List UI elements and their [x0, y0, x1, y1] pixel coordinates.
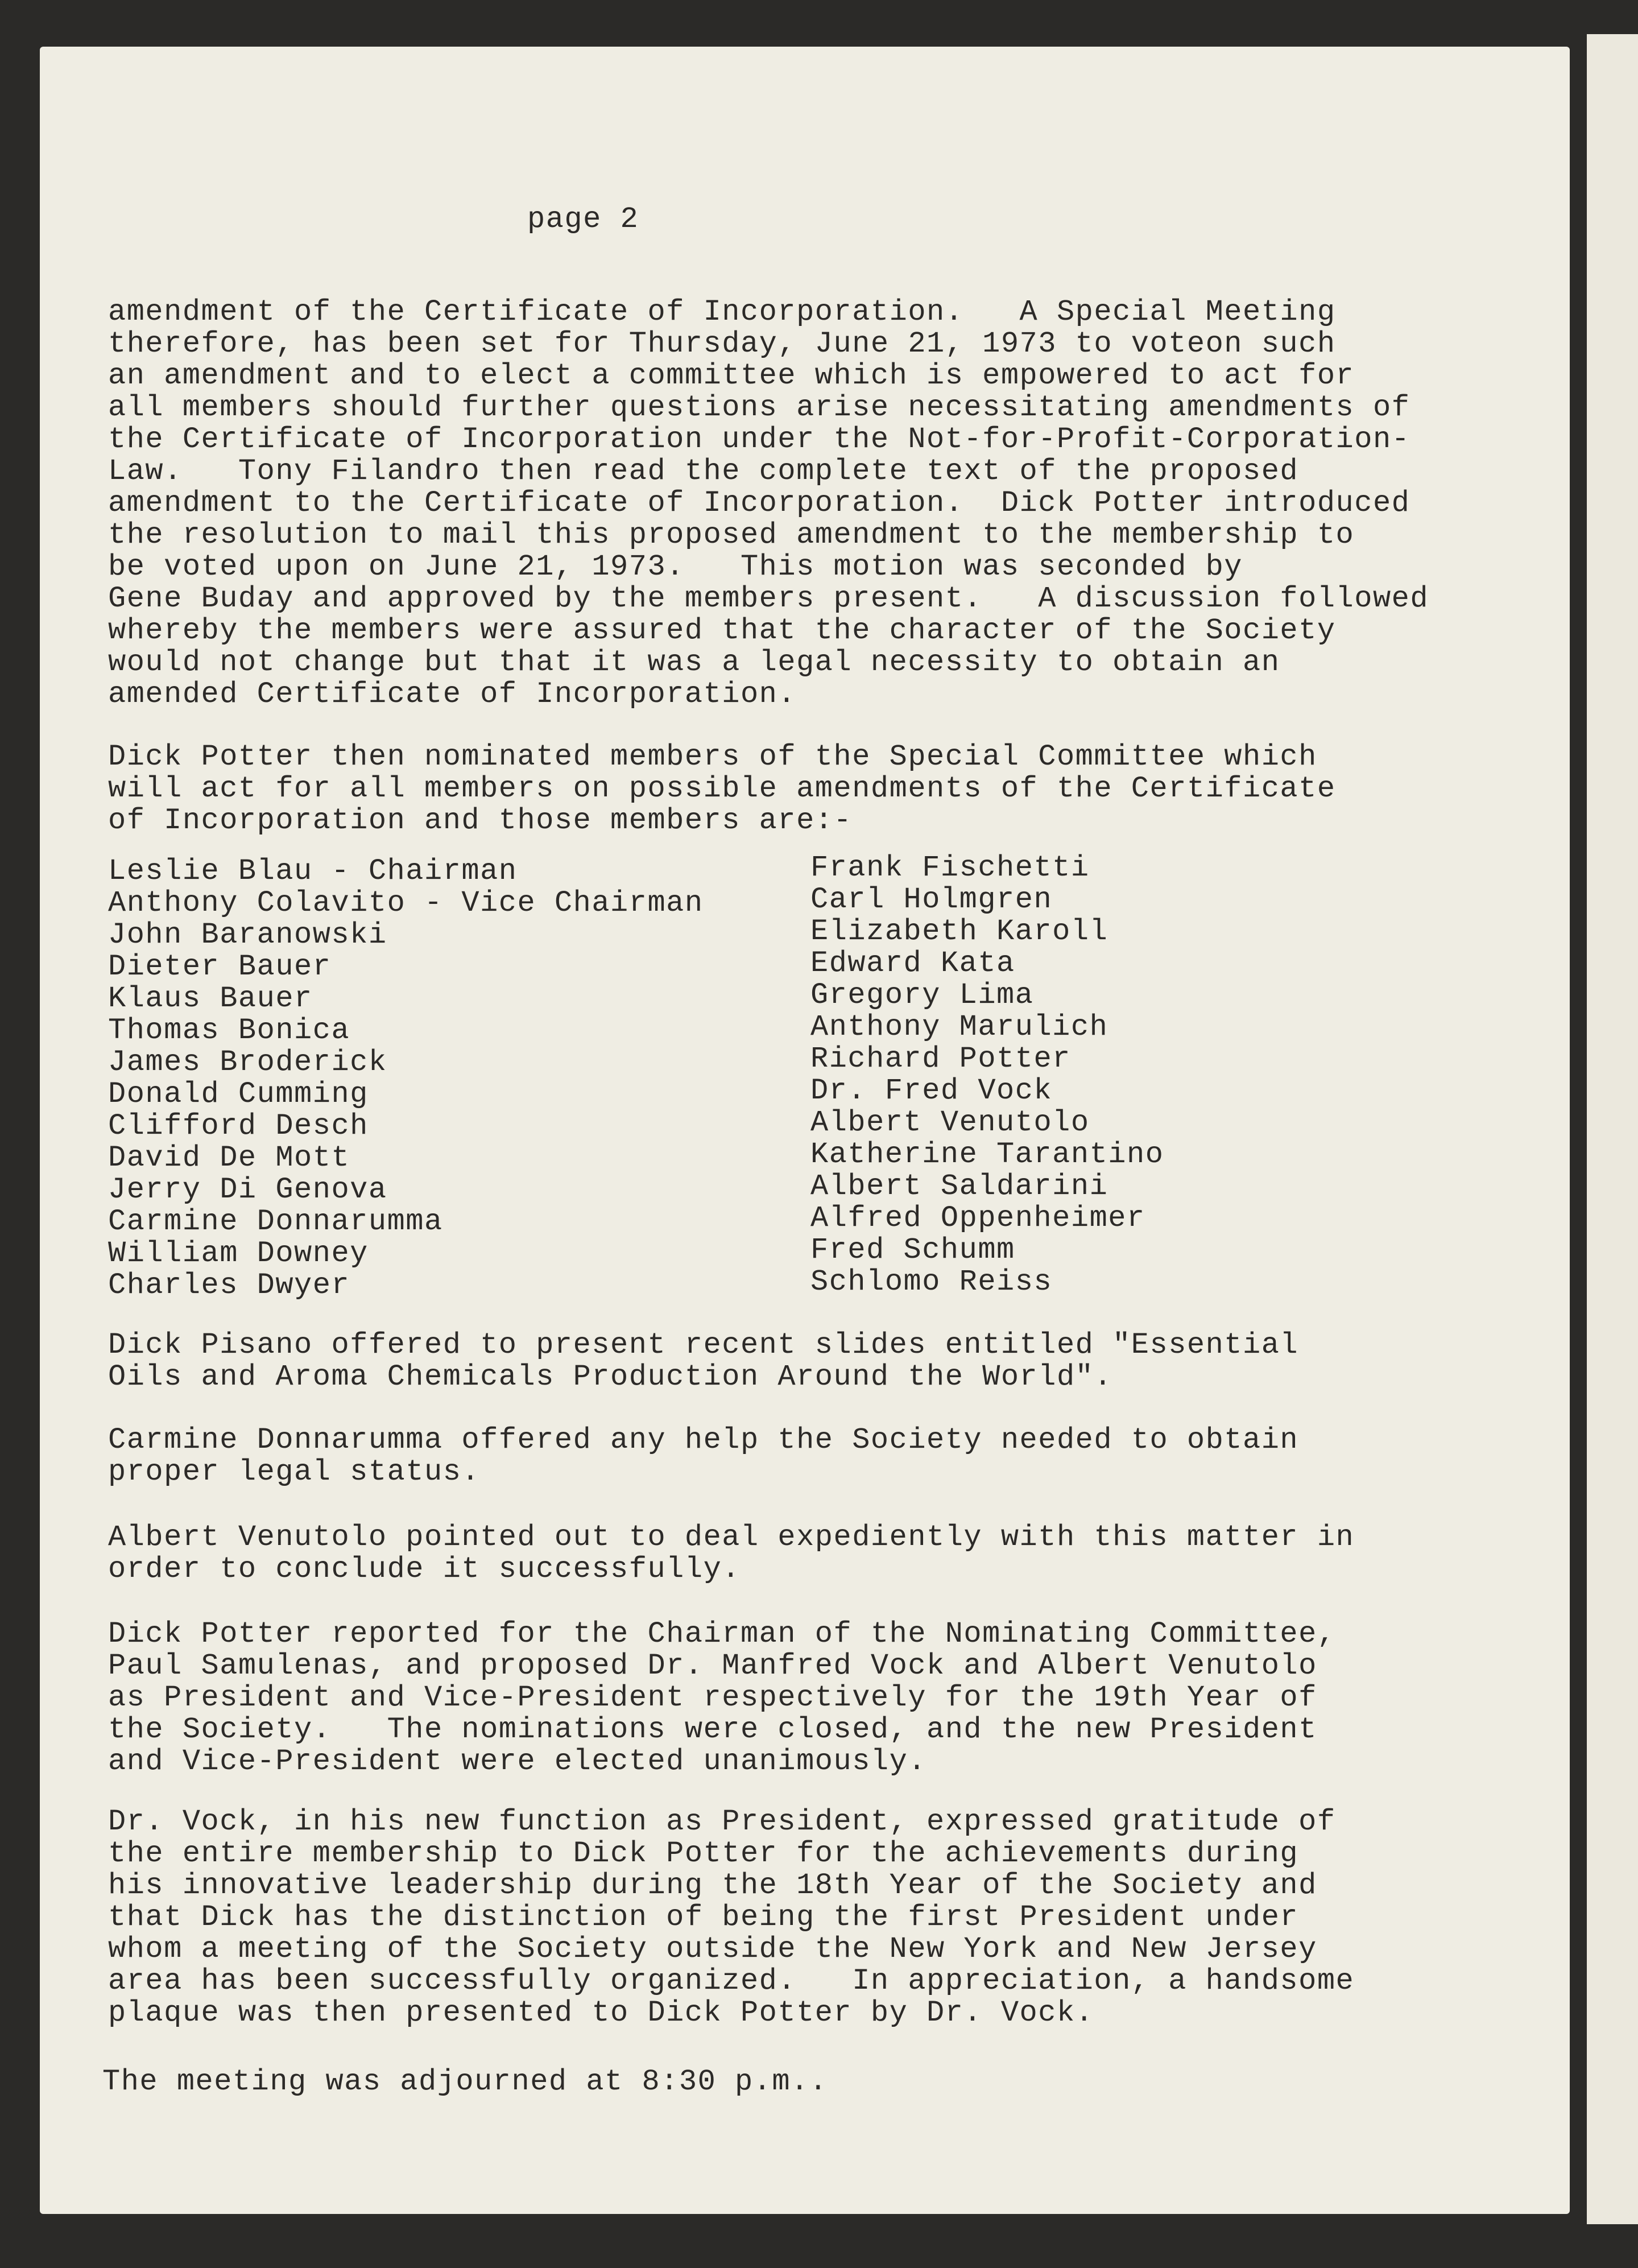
text-line: Leslie Blau - Chairman	[108, 854, 518, 888]
text-line: James Broderick	[108, 1046, 387, 1079]
text-line: Richard Potter	[810, 1042, 1071, 1076]
committee-list-right	[810, 852, 1164, 1298]
text-line: the Certificate of Incorporation under the Not-for-Profit-Corporation-	[108, 423, 1410, 456]
text-line: Dick Potter then nominated members of the Special Committee which	[108, 740, 1317, 774]
text-line: Law. Tony Filandro then read the complete text of the proposed	[108, 455, 1299, 488]
text-line: amendment of the Certificate of Incorporation. A Special Meeting	[108, 295, 1336, 329]
text-line: will act for all members on possible amendments of the Certificate	[108, 772, 1336, 805]
text-line: be voted upon on June 21, 1973. This motion was seconded by	[108, 550, 1243, 584]
paragraph-2	[108, 741, 1336, 837]
text-line: the entire membership to Dick Potter for the achievements during	[108, 1837, 1299, 1870]
text-line: Anthony Colavito - Vice Chairman	[108, 886, 704, 920]
text-line: Dick Pisano offered to present recent slides entitled "Essential	[108, 1328, 1299, 1362]
text-line: therefore, has been set for Thursday, June 21, 1973 to voteon such	[108, 327, 1336, 361]
text-line: amended Certificate of Incorporation.	[108, 677, 797, 711]
text-line: Katherine Tarantino	[810, 1138, 1164, 1171]
text-line: as President and Vice-President respectively for the 19th Year of	[108, 1681, 1317, 1715]
text-line: Dr. Fred Vock	[810, 1074, 1053, 1108]
text-line: Clifford Desch	[108, 1109, 369, 1143]
paragraph-7	[108, 1806, 1354, 2029]
text-line: and Vice-President were elected unanimously.	[108, 1745, 927, 1778]
text-line: Dieter Bauer	[108, 950, 332, 984]
text-line: John Baranowski	[108, 918, 387, 952]
text-line: Gregory Lima	[810, 978, 1034, 1012]
paragraph-4	[108, 1424, 1298, 1488]
committee-list-left	[108, 856, 704, 1302]
text-line: plaque was then presented to Dick Potter by Dr. Vock.	[108, 1996, 1094, 2030]
text-line: Jerry Di Genova	[108, 1173, 387, 1207]
text-line: proper legal status.	[108, 1455, 481, 1489]
page-number: page 2	[527, 203, 639, 236]
adjacent-page-edge	[1587, 34, 1638, 2224]
text-line: would not change but that it was a legal necessity to obtain an	[108, 646, 1280, 679]
text-line: Alfred Oppenheimer	[810, 1201, 1145, 1235]
text-line: Carl Holmgren	[810, 883, 1053, 916]
text-line: Elizabeth Karoll	[810, 915, 1108, 948]
text-line: Paul Samulenas, and proposed Dr. Manfred Vock and Albert Venutolo	[108, 1649, 1317, 1683]
text-line: Albert Venutolo	[810, 1106, 1090, 1139]
text-line: Charles Dwyer	[108, 1269, 350, 1302]
text-line: Oils and Aroma Chemicals Production Around the World".	[108, 1360, 1113, 1394]
text-line: Fred Schumm	[810, 1233, 1015, 1267]
text-line: area has been successfully organized. In appreciation, a handsome	[108, 1964, 1355, 1998]
text-line: the Society. The nominations were closed, and the new President	[108, 1713, 1317, 1746]
text-line: his innovative leadership during the 18th Year of the Society and	[108, 1869, 1317, 1902]
text-line: Carmine Donnarumma	[108, 1205, 443, 1238]
text-line: whom a meeting of the Society outside the New York and New Jersey	[108, 1932, 1317, 1966]
text-line: an amendment and to elect a committee which is empowered to act for	[108, 359, 1355, 393]
text-line: Edward Kata	[810, 947, 1015, 980]
text-line: Dick Potter reported for the Chairman of the Nominating Committee,	[108, 1617, 1336, 1651]
text-line: Gene Buday and approved by the members present. A discussion followed	[108, 582, 1429, 615]
text-line: Donald Cumming	[108, 1077, 369, 1111]
paragraph-5	[108, 1522, 1354, 1585]
text-line: amendment to the Certificate of Incorporation. Dick Potter introduced	[108, 486, 1410, 520]
closing-line: The meeting was adjourned at 8:30 p.m..	[102, 2065, 828, 2098]
text-line: Dr. Vock, in his new function as President, expressed gratitude of	[108, 1805, 1336, 1839]
text-line: all members should further questions arise necessitating amendments of	[108, 391, 1410, 424]
text-line: order to conclude it successfully.	[108, 1552, 741, 1586]
text-line: whereby the members were assured that the character of the Society	[108, 614, 1336, 647]
text-line: Schlomo Reiss	[810, 1265, 1053, 1299]
paragraph-1	[108, 296, 1429, 710]
text-line: that Dick has the distinction of being the first President under	[108, 1901, 1299, 1934]
paragraph-6	[108, 1618, 1336, 1778]
text-line: Albert Saldarini	[810, 1170, 1108, 1203]
text-line: the resolution to mail this proposed amendment to the membership to	[108, 518, 1355, 552]
text-line: Albert Venutolo pointed out to deal expediently with this matter in	[108, 1521, 1355, 1554]
paragraph-3	[108, 1329, 1298, 1393]
text-line: Klaus Bauer	[108, 982, 313, 1015]
text-line: Frank Fischetti	[810, 851, 1090, 885]
text-line: Anthony Marulich	[810, 1010, 1108, 1044]
text-line: David De Mott	[108, 1141, 350, 1175]
text-line: of Incorporation and those members are:-	[108, 804, 853, 837]
text-line: Carmine Donnarumma offered any help the Society needed to obtain	[108, 1423, 1299, 1457]
text-line: William Downey	[108, 1237, 369, 1270]
text-line: Thomas Bonica	[108, 1014, 350, 1047]
